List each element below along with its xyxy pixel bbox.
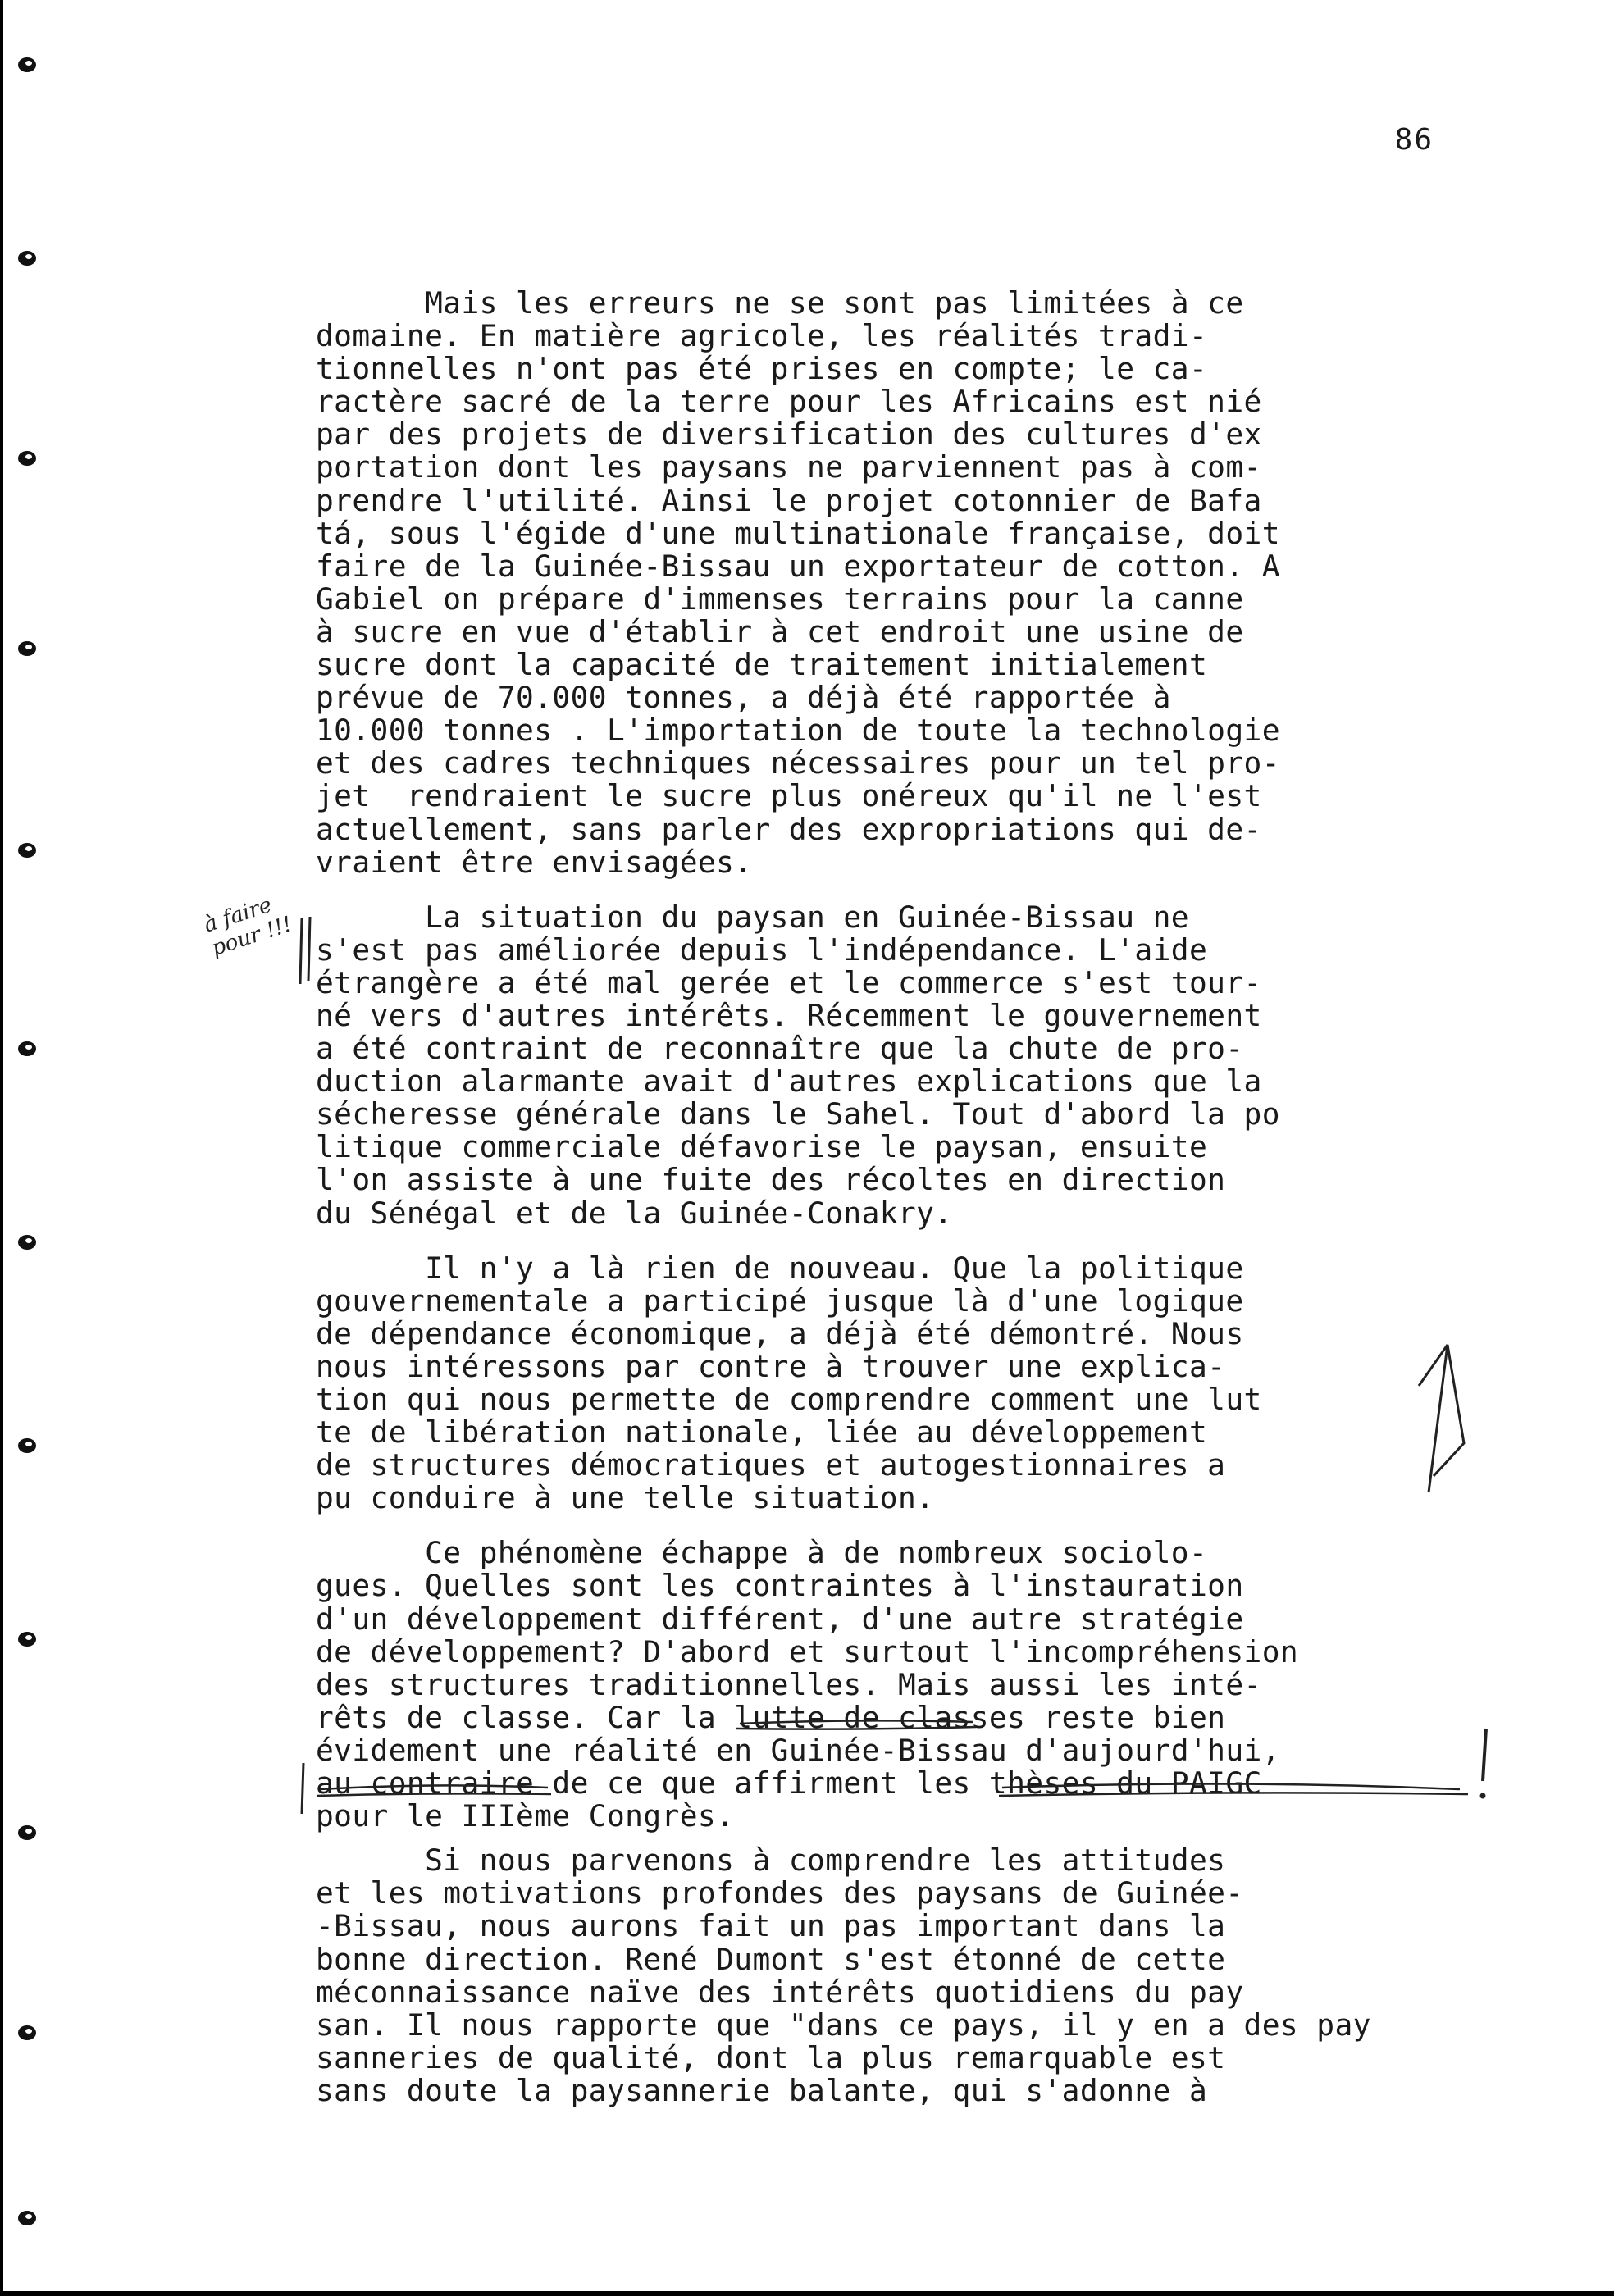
text-line: gues. Quelles sont les contraintes à l'instauration (316, 1568, 1244, 1604)
text-line: étrangère a été mal gerée et le commerce s'est tour- (316, 964, 1262, 1000)
text-line: Mais les erreurs ne se sont pas limitées à ce (316, 285, 1244, 321)
text-line: san. Il nous rapporte que "dans ce pays, il y en a des pay (316, 2007, 1371, 2043)
text-line: Il n'y a là rien de nouveau. Que la politique (316, 1250, 1244, 1286)
text-line: faire de la Guinée-Bissau un exportateur de cotton. A (316, 548, 1280, 584)
text-line: et les motivations profondes des paysans de Guinée- (316, 1875, 1244, 1911)
text-line: prendre l'utilité. Ainsi le projet cotonnier de Bafa (316, 482, 1262, 518)
text-line: rêts de classe. Car la lutte de classes reste bien (316, 1699, 1226, 1735)
binder-hole-icon (16, 1437, 38, 1455)
text-line: sucre dont la capacité de traitement initialement (316, 647, 1208, 683)
text-line: pu conduire à une telle situation. (316, 1480, 935, 1516)
text-line: pour le IIIème Congrès. (316, 1798, 735, 1834)
document-body (316, 287, 1480, 2107)
text-line: au contraire de ce que affirment les thèses du PAIGC (316, 1765, 1262, 1802)
text-line: d'un développement différent, d'une autre stratégie (316, 1601, 1244, 1637)
binder-hole-icon (16, 56, 38, 74)
binder-hole-icon (16, 1040, 38, 1058)
binder-hole-icon (16, 449, 38, 467)
binder-hole-icon (16, 2209, 38, 2227)
text-line: sans doute la paysannerie balante, qui s'adonne à (316, 2072, 1208, 2108)
text-line: bonne direction. René Dumont s'est étonné de cette (316, 1941, 1226, 1977)
text-line: vraient être envisagées. (316, 844, 753, 880)
text-line: de développement? D'abord et surtout l'incompréhension (316, 1633, 1299, 1670)
paragraph (316, 287, 1480, 879)
text-line: par des projets de diversification des cultures d'ex (316, 417, 1262, 453)
handwritten-margin-note: à faire pour !!! (201, 892, 295, 962)
text-line: tion qui nous permette de comprendre comment une lut (316, 1382, 1262, 1417)
text-line: s'est pas améliorée depuis l'indépendance. L'aide (316, 932, 1208, 968)
text-line: évidement une réalité en Guinée-Bissau d'aujourd'hui, (316, 1732, 1280, 1768)
text-line: jet rendraient le sucre plus onéreux qu'il ne l'est (316, 778, 1262, 814)
binder-hole-icon (16, 1824, 38, 1842)
text-line: du Sénégal et de la Guinée-Conakry. (316, 1195, 953, 1231)
text-line: ractère sacré de la terre pour les Africains est nié (316, 384, 1262, 420)
text-line: Si nous parvenons à comprendre les attitudes (316, 1843, 1226, 1879)
text-line: méconnaissance naïve des intérêts quotidiens du pay (316, 1974, 1244, 2010)
text-line: duction alarmante avait d'autres explications que la (316, 1064, 1262, 1100)
text-line: de dépendance économique, a déjà été démontré. Nous (316, 1315, 1244, 1351)
text-line: de structures démocratiques et autogestionnaires a (316, 1447, 1226, 1483)
binder-hole-icon (16, 1630, 38, 1648)
text-line: La situation du paysan en Guinée-Bissau ne (316, 899, 1189, 935)
text-line: l'on assiste à une fuite des récoltes en direction (316, 1162, 1226, 1198)
text-line: né vers d'autres intérêts. Récemment le gouvernement (316, 997, 1262, 1033)
text-line: litique commerciale défavorise le paysan, ensuite (316, 1129, 1208, 1165)
text-line: prévue de 70.000 tonnes, a déjà été rapportée à (316, 680, 1171, 716)
text-line: nous intéressons par contre à trouver une explica- (316, 1348, 1226, 1384)
paragraph (316, 901, 1480, 1230)
text-line: à sucre en vue d'établir à cet endroit une usine de (316, 613, 1244, 649)
page-bottom-edge (0, 2291, 1614, 2296)
text-line: portation dont les paysans ne parviennent pas à com- (316, 449, 1262, 485)
binder-hole-icon (16, 1233, 38, 1251)
text-line: actuellement, sans parler des expropriations qui de- (316, 811, 1262, 847)
binder-hole-icon (16, 249, 38, 267)
text-line: gouvernementale a participé jusque là d'une logique (316, 1282, 1244, 1319)
binder-hole-icon (16, 640, 38, 658)
paragraph (316, 1252, 1480, 1515)
paragraph (316, 1537, 1480, 1833)
text-line: domaine. En matière agricole, les réalités tradi- (316, 318, 1208, 354)
text-line: -Bissau, nous aurons fait un pas important dans la (316, 1908, 1226, 1944)
text-line: des structures traditionnelles. Mais aussi les inté- (316, 1666, 1262, 1702)
text-line: tá, sous l'égide d'une multinationale française, doit (316, 515, 1280, 551)
text-line: et des cadres techniques nécessaires pour un tel pro- (316, 745, 1280, 781)
text-line: 10.000 tonnes . L'importation de toute la technologie (316, 713, 1280, 749)
page-left-edge (0, 0, 3, 2296)
binder-hole-icon (16, 841, 38, 859)
text-line: tionnelles n'ont pas été prises en compte; le ca- (316, 351, 1208, 387)
binder-hole-icon (16, 2024, 38, 2042)
text-line: Gabiel on prépare d'immenses terrains pour la canne (316, 581, 1244, 617)
text-line: sécheresse générale dans le Sahel. Tout d'abord la po (316, 1096, 1280, 1132)
page-number: 86 (1394, 123, 1434, 157)
text-line: Ce phénomène échappe à de nombreux sociolo- (316, 1535, 1208, 1571)
text-line: sanneries de qualité, dont la plus remarquable est (316, 2039, 1226, 2075)
text-line: te de libération nationale, liée au développement (316, 1414, 1208, 1451)
paragraph (316, 1844, 1480, 2107)
text-line: a été contraint de reconnaître que la chute de pro- (316, 1031, 1244, 1067)
